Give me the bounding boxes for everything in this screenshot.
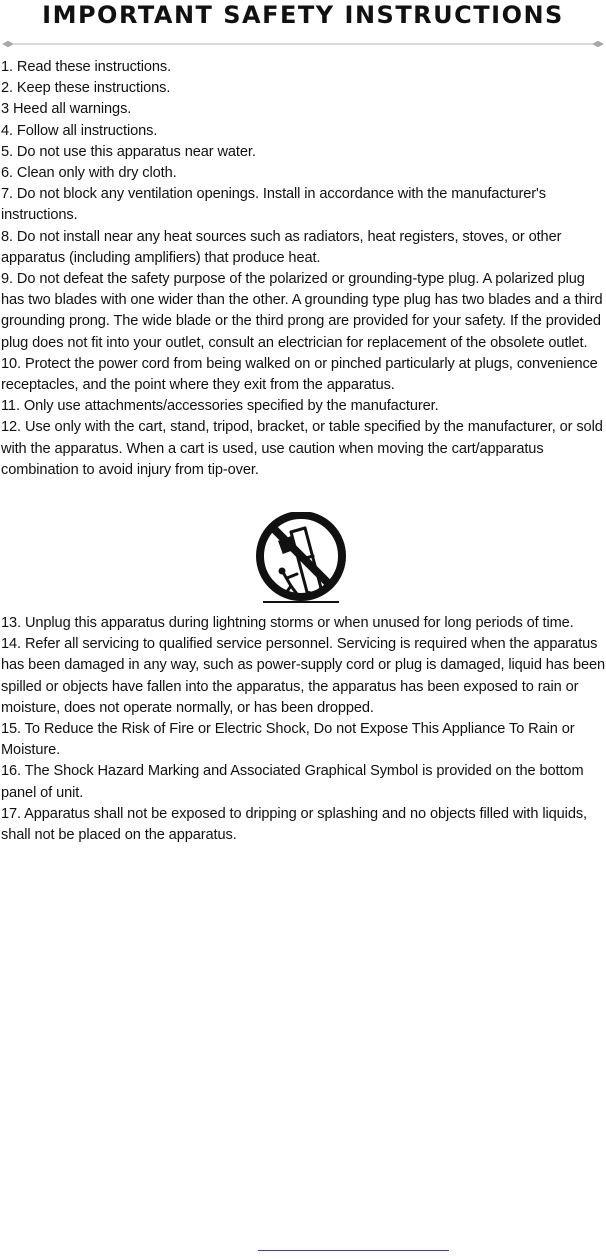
instruction-item: 8. Do not install near any heat sources such as radiators, heat registers, stoves, or other apparatus (including amplifiers) that produce heat. [1,228,562,266]
instruction-item: 1. Read these instructions. [1,59,172,75]
instruction-item: 14. Refer all servicing to qualified service personnel. Servicing is required when the apparatus has been damaged in any way, such as power-supply cord or plug is damaged, liquid has been spilled or objects have fallen into the apparatus, the apparatus has been exposed to rain or moisture, does not operate normally, or has been dropped. [1,636,606,716]
instruction-item: 10. Protect the power cord from being walked on or pinched particularly at plugs, convenience receptacles, and the point where they exit from the apparatus. [1,355,598,394]
instruction-list-part-2 [1,613,606,846]
title-divider [0,40,606,48]
instruction-item: 16. The Shock Hazard Marking and Associated Graphical Symbol is provided on the bottom panel of unit. [1,763,584,801]
page-title: IMPORTANT SAFETY INSTRUCTIONS [42,1,564,29]
instruction-item: 13. Unplug this apparatus during lightning storms or when unused for long periods of time. [1,615,574,631]
instruction-item: 15. To Reduce the Risk of Fire or Electric Shock, Do not Expose This Appliance To Rain or Moisture. [1,721,575,759]
instruction-item: 17. Apparatus shall not be exposed to dripping or splashing and no objects filled with liquids, shall not be placed on the apparatus. [1,805,587,844]
instruction-item: 2. Keep these instructions. [1,80,171,97]
instruction-item: 5. Do not use this apparatus near water. [1,143,256,160]
left-diamond-icon [2,41,14,47]
instruction-item: 6. Clean only with dry cloth. [1,165,177,182]
instruction-item: 12. Use only with the cart, stand, tripod, bracket, or table specified by the manufacturer, or sold with the apparatus. When a cart is used, use caution when moving the cart/apparatus combination to avoid injury from tip-over. [1,419,603,478]
instruction-item: 4. Follow all instructions. [1,122,158,139]
instruction-item: 7. Do not block any ventilation openings. Install in accordance with the manufacturer's instructions. [1,186,546,224]
instruction-list-part-1 [1,57,606,481]
instruction-item: 11. Only use attachments/accessories specified by the manufacturer. [1,398,439,415]
footer-link-underline [258,1250,449,1251]
instruction-item: 9. Do not defeat the safety purpose of the polarized or grounding-type plug. A polarized plug has two blades with one wider than the other. A grounding type plug has two blades and a third grounding prong. The wide blade or the third prong are provided for your safety. If the provided plug does not fit into your outlet, consult an electrician for replacement of the obsolete outlet. [1,271,603,351]
cart-tip-over-warning-icon [251,512,351,606]
instruction-item: 3 Heed all warnings. [1,101,132,118]
right-diamond-icon [592,41,604,47]
